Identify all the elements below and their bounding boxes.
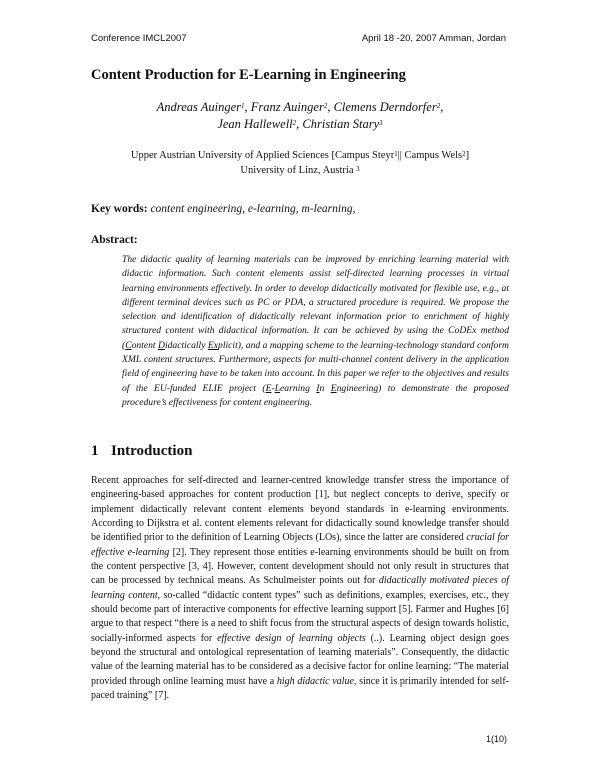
affiliation-text: Upper Austrian University of Applied Sciences [Campus Steyr bbox=[130, 150, 395, 161]
emphasis: crucial for effective e-learning bbox=[91, 532, 509, 558]
section-heading bbox=[91, 443, 192, 460]
author: , Franz Auinger bbox=[244, 100, 324, 114]
author: Jean Hallewell bbox=[217, 117, 293, 131]
affiliation-mark: 2 bbox=[323, 102, 328, 110]
author: Andreas Auinger bbox=[156, 100, 242, 114]
affiliation-mark: 2 bbox=[462, 150, 466, 158]
acronym-part: idactically bbox=[164, 339, 208, 351]
emphasis: high didactic value bbox=[276, 675, 354, 687]
author-list bbox=[0, 99, 600, 133]
affiliation-mark: 3 bbox=[379, 119, 383, 127]
affiliation-mark: 2 bbox=[292, 119, 297, 127]
acronym-part: earning bbox=[280, 382, 317, 394]
keywords-text: content engineering, e-learning, m-learning, bbox=[150, 203, 356, 215]
body-text: (..). Learning object design goes beyond the structural and ontological representation of learning materials”. Consequently, the didactic value of the learning material has to be considered as a decisive factor for online learning: “The material provided through online learning must have a bbox=[91, 632, 509, 687]
separator: , bbox=[440, 100, 444, 114]
acronym-part: ngineering bbox=[336, 382, 379, 394]
acronym-letter: E bbox=[330, 382, 337, 394]
affiliation-text: ] bbox=[465, 150, 470, 161]
acronym-letter: D bbox=[158, 339, 165, 351]
abstract-heading: Abstract: bbox=[91, 234, 138, 246]
acronym-part: ontent bbox=[131, 339, 159, 351]
keywords-colon: : bbox=[143, 203, 151, 215]
author: , Christian Stary bbox=[296, 117, 380, 131]
section-number: 1 bbox=[91, 443, 99, 459]
paper-title: Content Production for E-Learning in Engineering bbox=[91, 67, 406, 83]
acronym-part: plicit bbox=[218, 339, 238, 351]
abstract-body bbox=[122, 253, 509, 410]
body-text: , since it is primarily intended for self-paced training” [7]. bbox=[91, 675, 509, 702]
abstract-text: ) to demonstrate the proposed procedure’s effectiveness for content engineering. bbox=[122, 382, 509, 408]
body-text: [2]. They represent those entities e-learning environments should be built on from the content perspective [3, 4]. However, content development should not only result in structures that can be processed by technical means. As Schulmeister points out for bbox=[91, 546, 509, 587]
section-body bbox=[91, 474, 509, 704]
affiliation-mark: 1 bbox=[394, 150, 398, 158]
acronym-letter: I bbox=[316, 382, 320, 394]
affiliation-mark: 2 bbox=[436, 102, 441, 110]
keywords-label: Key words bbox=[91, 203, 144, 215]
acronym-part: n bbox=[319, 382, 331, 394]
abstract-text: ), and a mapping scheme to the learning-technology standard conform XML content structures. Furthermore, aspects for multi-channel content delivery in the application field of engineering have to be taken into account. In this paper we refer to the objectives and results of the EU-funded ELIE project ( bbox=[122, 339, 509, 394]
affiliation-text: University of Linz, Austria bbox=[240, 165, 357, 176]
body-text: Recent approaches for self-directed and learner-centred knowledge transfer stress the importance of engineering-based approaches for content production [1], but neglect concepts to derive, specify or implement didactically relevant content elements beyond standards in e-learning environments. According to Dijkstra et al. content elements relevant for didactically sound knowledge transfer should be identified prior to the definition of Learning Objects (LOs), since the latter are considered bbox=[91, 475, 509, 544]
affiliations bbox=[0, 148, 600, 178]
page-number: 1(10) bbox=[485, 734, 507, 744]
emphasis: effective design of learning objects bbox=[217, 632, 366, 644]
acronym-letter: E bbox=[265, 382, 272, 394]
acronym-letter: L bbox=[274, 382, 281, 394]
author: , Clemens Derndorfer bbox=[327, 100, 437, 114]
acronym-part: - bbox=[271, 382, 275, 394]
running-header-conference: Conference IMCL2007 bbox=[91, 33, 187, 44]
keywords bbox=[91, 203, 355, 215]
affiliation-mark: 1 bbox=[241, 102, 245, 110]
body-text: , so-called “didactic content types” such as definitions, examples, exercises, etc., they should become part of interactive components for effective learning support [5]. Farmer and Hughes [6] argue to that respect “there is a need to shift focus from the structural aspects of design towards holistic, socially-informed aspects for bbox=[91, 589, 509, 644]
emphasis: didactically motivated pieces of learning content bbox=[91, 575, 510, 601]
acronym-letter: Ex bbox=[207, 339, 219, 351]
affiliation-text: || Campus Wels bbox=[397, 150, 463, 161]
abstract-text: The didactic quality of learning materials can be improved by enriching learning material with didactic information. Such content elements assist self-directed learning processes in virtual learning environments effectively. In order to develop didactically motivated for flexible use, e.g., at different terminal devices such as PC or PDA, a structured procedure is required. We propose the selection and identification of didactically relevant information prior to enrichment of highly structured content with didactical information. It can be achieved by using the CoDEx method ( bbox=[122, 254, 509, 351]
acronym-letter: C bbox=[125, 339, 132, 351]
running-header-date-location: April 18 -20, 2007 Amman, Jordan bbox=[361, 33, 506, 44]
section-title: Introduction bbox=[111, 443, 193, 459]
affiliation-mark: 3 bbox=[356, 165, 360, 173]
